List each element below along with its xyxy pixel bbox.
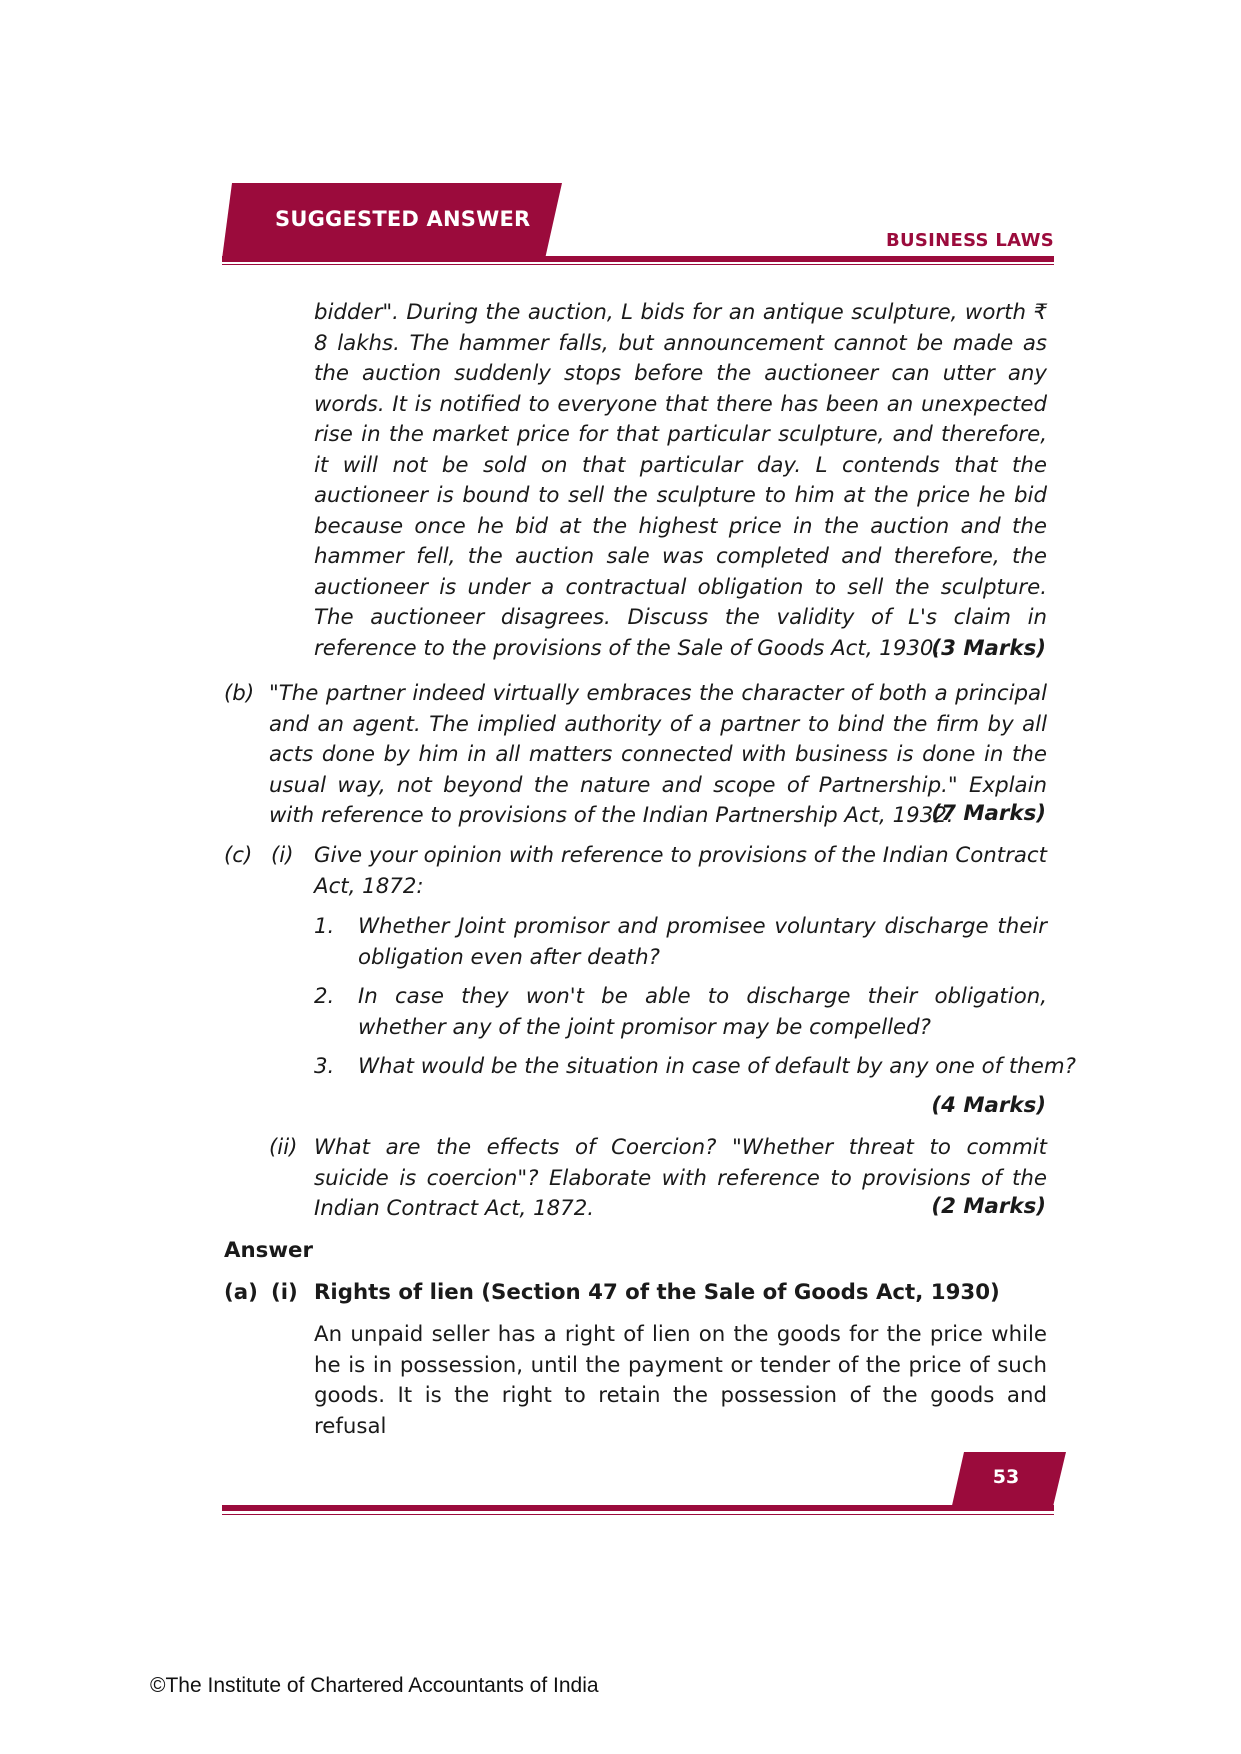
copyright-notice: ©The Institute of Chartered Accountants of India: [150, 1674, 599, 1697]
question-c-label: (c): [224, 843, 253, 868]
footer-rule-thin: [222, 1514, 1054, 1515]
header-tab-label: SUGGESTED ANSWER: [275, 207, 531, 231]
question-continuation-text: bidder". During the auction, L bids for an antique sculpture, worth ₹ 8 lakhs. The hammer falls, but announcement cannot be made as the auction suddenly stops before the auctioneer can utter any words. It is notified to everyone that there has been an unexpected rise in the market price for that particular sculpture, and therefore, it will not be sold on that particular day. L contends that the auctioneer is bound to sell the sculpture to him at the price he bid because once he bid at the highest price in the auction and the hammer fell, the auction sale was completed and therefore, the auctioneer is under a contractual obligation to sell the sculpture. The auctioneer disagrees. Discuss the validity of L's claim in reference to the provisions of the Sale of Goods Act, 1930.: [314, 300, 1047, 661]
question-continuation-marks: (3 Marks): [931, 636, 1046, 661]
answer-text: An unpaid seller has a right of lien on the goods for the price while he is in possession, until the payment or tender of the price of such goods. It is the right to retain the possession of the goods and refusal: [314, 1322, 1047, 1439]
list-item-number: 1.: [314, 914, 335, 939]
question-c-i-marks: (4 Marks): [931, 1093, 1046, 1118]
list-item-text: What would be the situation in case of default by any one of them?: [358, 1054, 1076, 1079]
list-item-text: In case they won't be able to discharge their obligation, whether any of the joint promisor may be compelled?: [358, 984, 1047, 1040]
header-rule-thin: [222, 264, 1054, 265]
subject-title: BUSINESS LAWS: [885, 230, 1054, 251]
list-item-number: 3.: [314, 1054, 335, 1079]
answer-heading: Answer: [224, 1238, 313, 1263]
question-c-i-label: (i): [271, 843, 294, 868]
footer-rule: [222, 1505, 1054, 1511]
answer-i-label: (i): [271, 1280, 298, 1305]
question-b-text: "The partner indeed virtually embraces the character of both a principal and an agent. The implied authority of a partner to bind the firm by all acts done by him in all matters connected with business is done in the usual way, not beyond the nature and scope of Partnership." Explain with reference to provisions of the Indian Partnership Act, 1932.: [269, 681, 1047, 828]
question-c-i-text: Give your opinion with reference to provisions of the Indian Contract Act, 1872:: [314, 843, 1047, 899]
list-item-number: 2.: [314, 984, 335, 1009]
answer-a-label: (a): [224, 1280, 258, 1305]
answer-subheading: Rights of lien (Section 47 of the Sale of Goods Act, 1930): [314, 1280, 1000, 1305]
question-c-ii-marks: (2 Marks): [931, 1194, 1046, 1219]
list-item-text: Whether Joint promisor and promisee voluntary discharge their obligation even after death?: [358, 914, 1047, 970]
header-rule: [222, 256, 1054, 262]
question-b-marks: (7 Marks): [931, 801, 1046, 826]
page-number: 53: [992, 1466, 1020, 1488]
question-b-label: (b): [224, 681, 255, 706]
question-c-ii-text: What are the effects of Coercion? "Whether threat to commit suicide is coercion"? Elaborate with reference to provisions of the Indian Contract Act, 1872.: [314, 1135, 1047, 1221]
question-c-ii-label: (ii): [269, 1135, 298, 1160]
